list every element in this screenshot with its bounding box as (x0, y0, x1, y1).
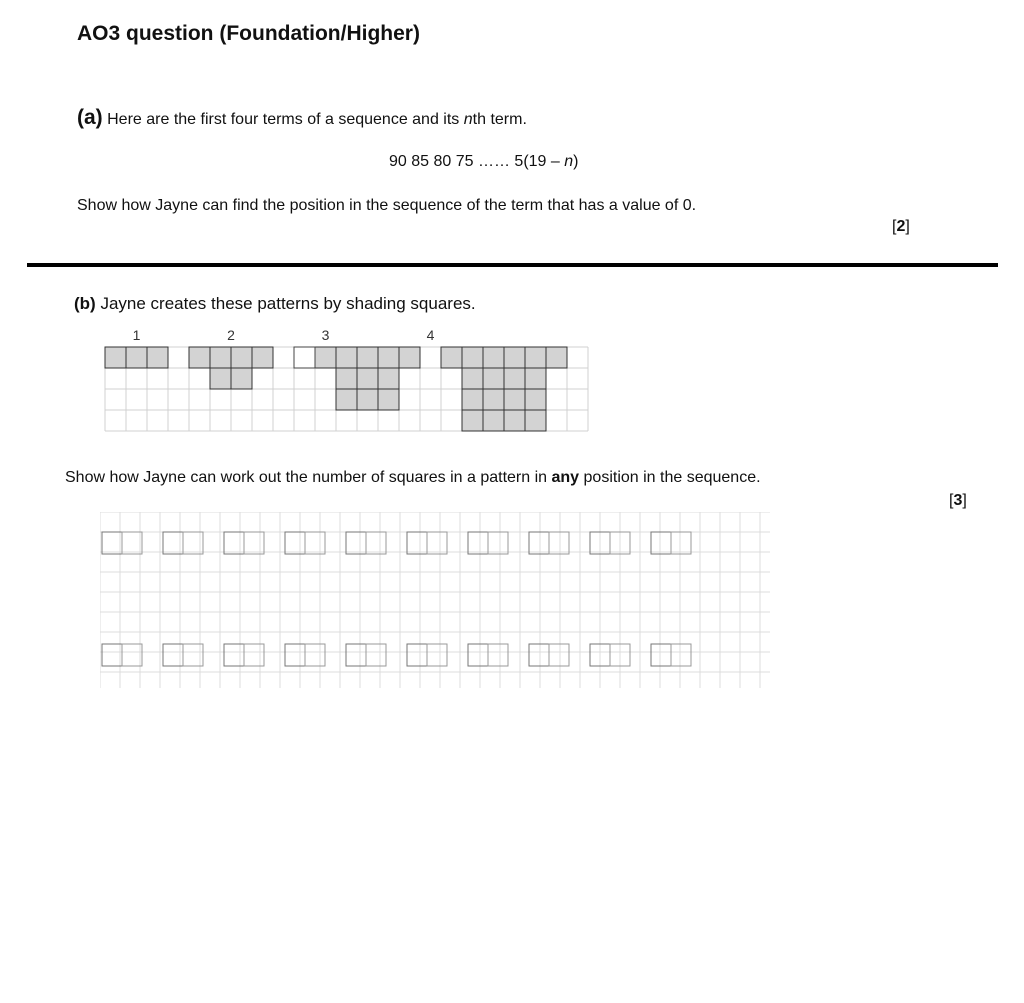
shaded-square (189, 347, 210, 368)
page-title: AO3 question (Foundation/Higher) (77, 22, 420, 45)
sequence-n: n (564, 153, 574, 170)
marks-a-open: [ (892, 218, 897, 235)
sequence-close: ) (573, 153, 579, 170)
shaded-square (462, 347, 483, 368)
pattern-number-label: 3 (321, 327, 330, 343)
shaded-square (441, 347, 462, 368)
marks-b-open: [ (949, 492, 954, 509)
shaded-square (504, 410, 525, 431)
shaded-square (336, 389, 357, 410)
shaded-square (504, 347, 525, 368)
shaded-square (504, 368, 525, 389)
shaded-square (483, 368, 504, 389)
pattern-1 (105, 347, 168, 368)
shaded-square (231, 347, 252, 368)
shaded-square (462, 410, 483, 431)
shaded-square (357, 347, 378, 368)
sequence-terms (389, 153, 578, 171)
sequence-values: 90 85 80 75 …… 5(19 – (389, 153, 565, 170)
marks-b-value: 3 (953, 492, 963, 509)
pattern-3 (315, 347, 420, 410)
shaded-square (525, 368, 546, 389)
part-b-intro-text: Jayne creates these patterns by shading squares. (100, 294, 476, 313)
part-b-intro (74, 294, 476, 314)
part-a-marks (892, 218, 910, 236)
shaded-square (483, 410, 504, 431)
shaded-square (147, 347, 168, 368)
shaded-square (378, 368, 399, 389)
pattern-number-label: 1 (132, 327, 141, 343)
shaded-square (525, 347, 546, 368)
shaded-square (357, 368, 378, 389)
working-grid (100, 512, 772, 690)
shaded-square (378, 389, 399, 410)
shaded-square (126, 347, 147, 368)
marks-a-value: 2 (896, 218, 906, 235)
part-b-label: (b) (74, 294, 96, 313)
shaded-square (546, 347, 567, 368)
shaded-square (105, 347, 126, 368)
part-a-intro-italic: n (463, 111, 473, 128)
part-a-intro (77, 106, 527, 130)
part-b-instr-bold: any (551, 469, 580, 486)
pattern-number-label: 4 (426, 327, 435, 343)
empty-square (294, 347, 315, 368)
part-a-label: (a) (77, 106, 103, 129)
shaded-square (336, 347, 357, 368)
shaded-square (231, 368, 252, 389)
pattern-2 (189, 347, 273, 389)
part-b-instruction (65, 469, 761, 487)
part-a-instruction: Show how Jayne can find the position in the sequence of the term that has a value of 0. (77, 197, 697, 214)
shaded-square (357, 389, 378, 410)
shaded-square (399, 347, 420, 368)
marks-a-close: ] (905, 218, 910, 235)
shaded-square (210, 347, 231, 368)
marks-b-close: ] (962, 492, 967, 509)
part-b-marks (949, 492, 967, 510)
shaded-square (504, 389, 525, 410)
shaded-square (462, 389, 483, 410)
part-a-intro-text: Here are the first four terms of a sequence and its (107, 111, 464, 128)
pattern-number-label: 2 (227, 327, 235, 343)
shaded-square (210, 368, 231, 389)
shaded-square (462, 368, 483, 389)
section-divider (27, 263, 998, 267)
square-patterns (95, 323, 595, 439)
part-a-intro-end: th term. (472, 111, 527, 128)
shaded-square (525, 389, 546, 410)
shaded-square (315, 347, 336, 368)
shaded-square (483, 347, 504, 368)
shaded-square (252, 347, 273, 368)
part-b-instr-start: Show how Jayne can work out the number of squares in a pattern in (65, 469, 552, 486)
shaded-square (525, 410, 546, 431)
shaded-square (378, 347, 399, 368)
working-grid-lines (100, 512, 770, 688)
shaded-square (483, 389, 504, 410)
shaded-square (336, 368, 357, 389)
part-b-instr-end: position in the sequence. (579, 469, 761, 486)
